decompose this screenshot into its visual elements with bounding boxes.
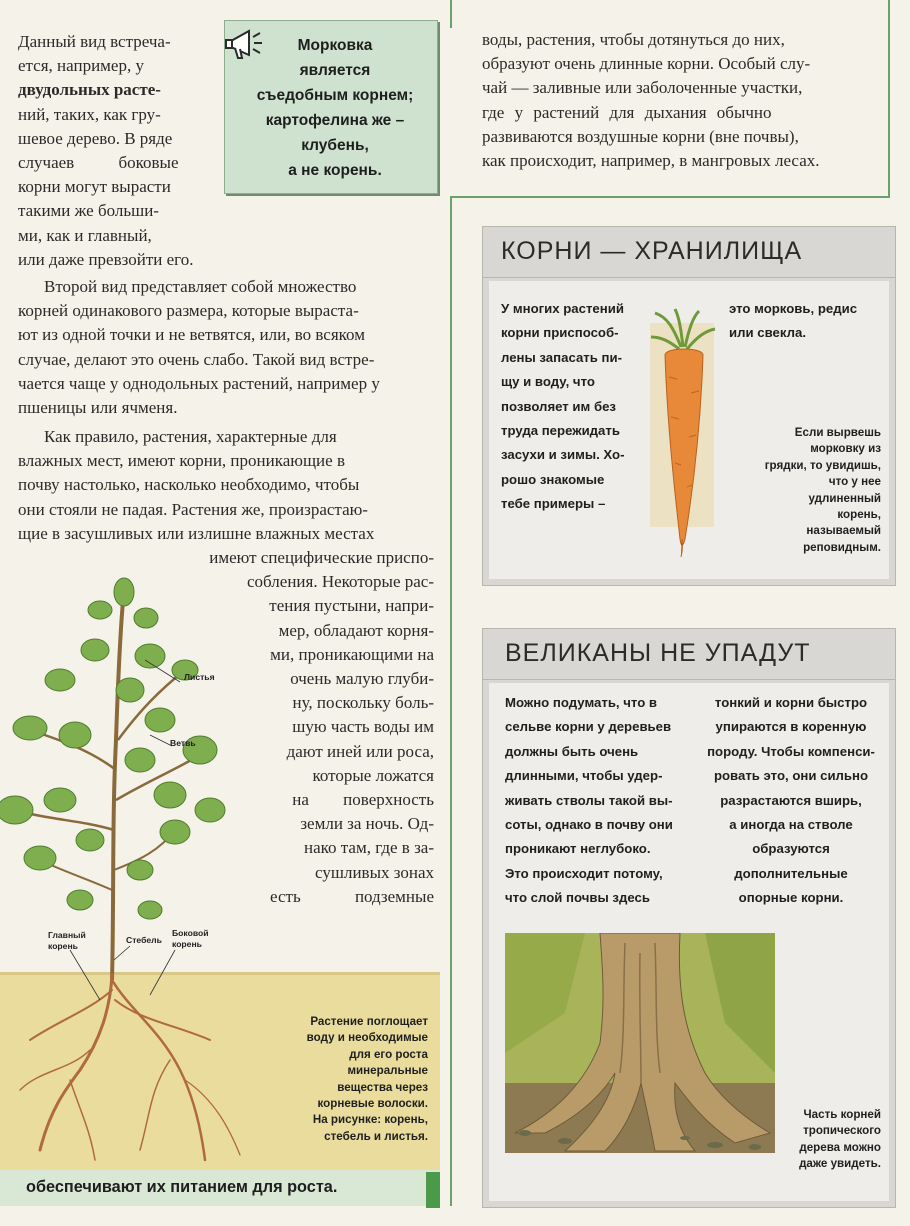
text-line: двудольных расте- [18, 80, 161, 100]
text-line: ний, таких, как гру- [18, 104, 161, 124]
text-line: пшеницы или ячменя. [18, 398, 178, 418]
tree-roots-illustration [505, 933, 775, 1153]
callout-line: картофелина же – [265, 112, 405, 129]
text-line: такими же больши- [18, 201, 159, 221]
paragraph-two [18, 275, 432, 420]
green-accent-bar [426, 1172, 440, 1208]
caption-line: На рисунке: корень, [312, 1113, 428, 1127]
text-line: шую часть воды им [292, 717, 434, 737]
text-line: корни могут вырасти [18, 177, 171, 197]
storage-box-title: КОРНИ — ХРАНИЛИЩА [501, 237, 803, 265]
storage-box-right-text: это морковь, редис или свекла. [729, 301, 858, 341]
text-line: чай — заливные или заболоченные участки, [482, 78, 803, 98]
carrot-illustration [643, 307, 723, 557]
caption-line: вещества через [337, 1080, 428, 1094]
right-column-frame-right [888, 0, 890, 197]
text-line: мер, обладают корня- [278, 620, 434, 640]
right-column-frame-top [450, 0, 452, 28]
giants-box [482, 628, 896, 1208]
callout-line: является [299, 62, 371, 79]
text-line: или даже превзойти его. [18, 249, 194, 269]
label-stem: Стебель [126, 935, 162, 945]
caption-line: Растение поглощает [310, 1015, 428, 1028]
storage-box-caption: Если вырвешь морковку из грядки, то увидишь, что у нее удлиненный корень, называемый реповидным. [764, 426, 881, 554]
text-line: почву настолько, насколько необходимо, чтобы [18, 475, 360, 495]
text-line: влажных мест, имеют корни, проникающие в [18, 451, 345, 471]
bottom-line: обеспечивают их питанием для роста. [26, 1178, 338, 1196]
caption-line: корневые волоски. [317, 1097, 428, 1111]
text-line: Второй вид представляет собой множество [44, 277, 357, 296]
text-line: случаев боковые [18, 153, 179, 173]
text-line: они стояли не падая. Растения же, произрастаю- [18, 499, 368, 519]
callout-line: Морковка [297, 37, 373, 54]
text-line: развиваются воздушные корни (вне почвы), [482, 126, 799, 146]
text-line: дают иней или роса, [286, 741, 434, 761]
text-line: щие в засушливых или излишне влажных местах [18, 523, 375, 543]
text-line: где у растений для дыхания обычно [482, 102, 772, 122]
text-line: как происходит, например, в мангровых лесах. [482, 151, 820, 171]
storage-box-title-rule [483, 277, 895, 278]
label-main-root: Главный корень [48, 930, 86, 951]
giants-box-caption: Часть корней тропического дерева можно даже увидеть. [799, 1108, 881, 1171]
text-line: которые ложатся [312, 765, 434, 785]
text-line: нако там, где в за- [304, 838, 434, 858]
right-column-frame-horizontal [450, 196, 890, 198]
label-leaves: Листья [184, 672, 215, 682]
storage-box [482, 226, 896, 586]
giants-box-title: ВЕЛИКАНЫ НЕ УПАДУТ [505, 639, 811, 667]
text-line: образуют очень длинные корни. Особый слу- [482, 54, 811, 74]
text-line: чается чаще у однодольных растений, например у [18, 373, 380, 393]
text-line: на поверхность [292, 790, 434, 810]
right-top-paragraph [482, 28, 878, 173]
giants-box-right-text: тонкий и корни быстро упираются в коренную породу. Чтобы компенси- ровать это, они сильно разрастаются вширь, а иногда на стволе образуются дополнительные опорные корни. [707, 695, 875, 906]
caption-line: минеральные [347, 1064, 428, 1078]
caption-line: воду и необходимые [306, 1031, 428, 1045]
text-line: ну, поскольку боль- [292, 693, 434, 713]
storage-box-left-text: У многих растений корни приспособ- лены запасать пи- щу и воду, что позволяет им без труда пережидать засухи и зимы. Хо- рошо знакомые тебе примеры – [501, 301, 625, 512]
label-lateral-root: Боковой корень [172, 928, 209, 949]
plant-caption [284, 1014, 428, 1145]
text-line: ми, как и главный, [18, 225, 152, 245]
caption-line: для его роста [349, 1047, 428, 1061]
label-branch: Ветвь [170, 738, 196, 748]
caption-line: стебель и листья. [324, 1129, 428, 1143]
giants-box-title-rule [483, 679, 895, 680]
text-line: ется, например, у [18, 56, 144, 76]
right-column-frame-left [450, 196, 452, 1206]
text-line: тения пустыни, напри- [269, 596, 434, 616]
text-line: корней одинакового размера, которые выраста- [18, 301, 359, 321]
intro-paragraph [18, 30, 200, 272]
text-line: воды, растения, чтобы дотянуться до них, [482, 30, 785, 49]
callout-line: клубень, [301, 137, 369, 154]
text-line: ют из одной точки и не ветвятся, или, во всяком [18, 325, 365, 345]
text-line: есть подземные [270, 886, 434, 906]
callout-line: а не корень. [288, 162, 382, 179]
text-line: земли за ночь. Од- [300, 814, 434, 834]
carrot-callout [224, 20, 438, 194]
text-line: шевое дерево. В ряде [18, 128, 173, 148]
text-line: Как правило, растения, характерные для [44, 427, 337, 446]
text-line: очень малую глуби- [290, 669, 434, 689]
text-line: собления. Некоторые рас- [247, 572, 434, 592]
text-line: сушливых зонах [315, 862, 434, 882]
text-line: ми, проникающими на [270, 644, 434, 664]
paragraph-three [18, 425, 432, 546]
callout-line: съедобным корнем; [256, 87, 414, 104]
text-line: Данный вид встреча- [18, 32, 171, 51]
text-line: имеют специфические приспо- [209, 548, 434, 567]
text-line: случае, делают это очень слабо. Такой вид встре- [18, 349, 375, 369]
giants-box-left-text: Можно подумать, что в сельве корни у деревьев должны быть очень длинными, чтобы удер- живать стволы такой вы- соты, однако в почву они проникают неглубоко. Это происходит потому, что слой почвы здесь [505, 695, 673, 906]
